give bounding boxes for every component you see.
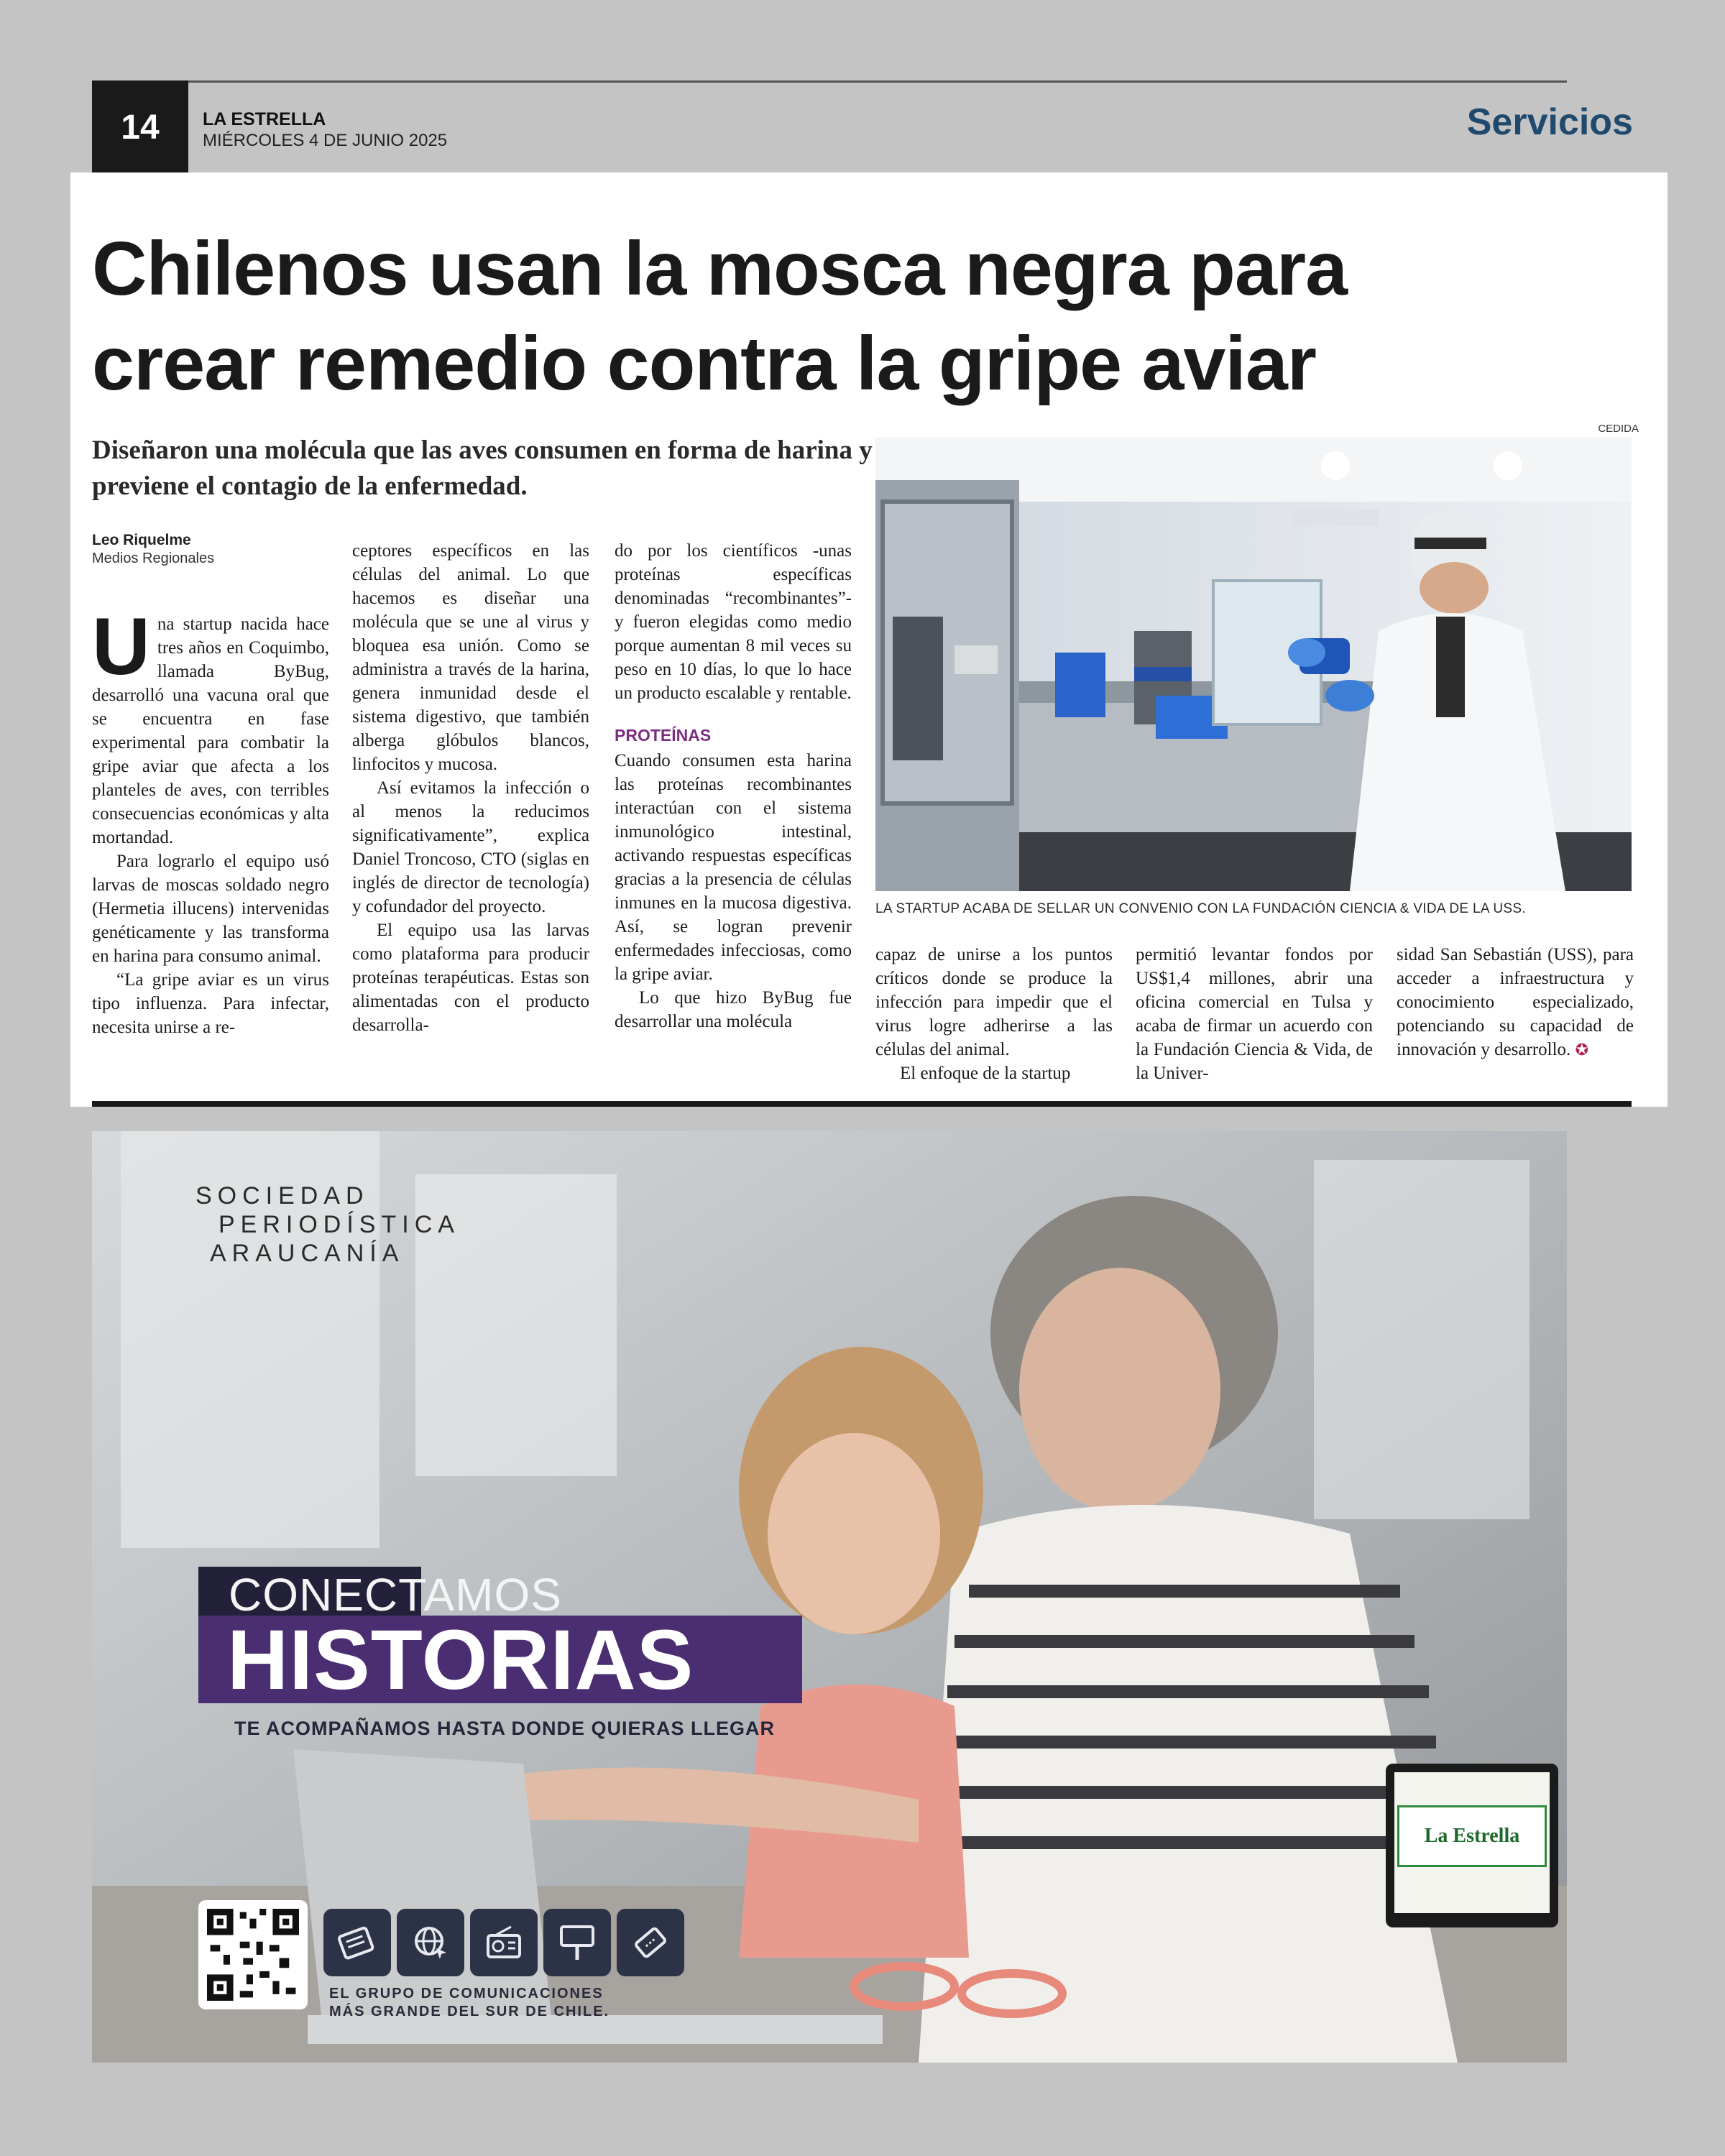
paragraph: na startup nacida hace tres años en Coquimbo, llamada ByBug, desarrolló una vacuna oral que se encuentra en fase experimental para combatir la gripe aviar que afecta a los planteles de aves, con terribles consecuencias económicas y alta mortandad. <box>92 614 329 847</box>
paragraph: Para lograrlo el equipo usó larvas de moscas soldado negro (Hermetia illucens) intervenidas genéticamente y las transforma en harina para consumo animal. <box>92 852 329 966</box>
lab-scene-image <box>875 437 1632 891</box>
paragraph: Cuando consumen esta harina las proteínas recombinantes interactúan con el sistema inmunológico intestinal, activando respuestas específicas gracias a la presencia de células inmunes en la mucosa digestiva. Así, se logran prevenir enfermedades infecciosas, como la gripe aviar. <box>615 751 852 984</box>
top-rule <box>92 80 1567 83</box>
headline-line-1: Chilenos usan la mosca negra para <box>92 226 1348 311</box>
ticket-icon <box>617 1909 684 1976</box>
qr-code-icon[interactable] <box>198 1900 308 2009</box>
subhead: PROTEÍNAS <box>615 726 712 745</box>
group-line-2: MÁS GRANDE DEL SUR DE CHILE. <box>329 2004 610 2019</box>
headline-line-2: crear remedio contra la gripe aviar <box>92 321 1317 406</box>
paragraph: ceptores específicos en las células del animal. Lo que hacemos es diseñar una molécula que se une al virus y bloquea esa unión. Como se administra a través de la harina, genera inmunidad desde el sistema digestivo, que también alberga glóbulos blancos, linfocitos y mucosa. <box>352 541 589 774</box>
paragraph: Lo que hizo ByBug fue desarrollar una molécula <box>615 988 852 1031</box>
paragraph: El enfoque de la startup <box>900 1064 1071 1083</box>
billboard-icon <box>543 1909 611 1976</box>
photo-caption: LA STARTUP ACABA DE SELLAR UN CONVENIO CON LA FUNDACIÓN CIENCIA & VIDA DE LA USS. <box>875 901 1526 916</box>
author-org: Medios Regionales <box>92 550 215 566</box>
headline <box>92 221 1601 411</box>
paragraph: permitió levantar fondos por US$1,4 millones, abrir una oficina comercial en Tulsa y acaba de firmar un acuerdo con la Fundación Ciencia & Vida, de la Univer- <box>1136 945 1373 1083</box>
byline <box>92 532 329 567</box>
paragraph: Así evitamos la infección o al menos la reducimos significativamente”, explica Daniel Troncoso, CTO (siglas en inglés de director de tecnología) y cofundador del proyecto. <box>352 778 589 916</box>
author-name: Leo Riquelme <box>92 532 191 548</box>
article-column-6 <box>1397 943 1634 1061</box>
la-estrella-logo <box>1397 1805 1547 1867</box>
logo-line-1: SOCIEDAD <box>196 1182 369 1210</box>
photo-credit: CEDIDA <box>1598 423 1639 435</box>
paragraph: “La gripe aviar es un virus tipo influenza. Para infectar, necesita unirse a re- <box>92 970 329 1037</box>
logo-line-3: ARAUCANÍA <box>210 1240 405 1267</box>
paragraph <box>1397 943 1634 1061</box>
article-photo <box>875 437 1632 891</box>
publication-date: MIÉRCOLES 4 DE JUNIO 2025 <box>203 131 448 150</box>
group-line-1: EL GRUPO DE COMUNICACIONES <box>329 1986 604 2001</box>
advertisement <box>92 1131 1567 2063</box>
slogan-line-2: HISTORIAS <box>227 1613 694 1708</box>
slogan-line-1: CONECTAMOS <box>229 1569 562 1621</box>
article-column-3 <box>615 539 852 1033</box>
article-column-5 <box>1136 943 1373 1085</box>
ad-tagline: TE ACOMPAÑAMOS HASTA DONDE QUIERAS LLEGAR <box>234 1718 776 1739</box>
article <box>70 172 1668 1107</box>
paragraph: El equipo usa las larvas como plataforma para producir proteínas terapéuticas. Estas son alimentadas con el producto desarrolla- <box>352 921 589 1035</box>
publication-name: LA ESTRELLA <box>203 109 326 129</box>
article-column-2 <box>352 539 589 1037</box>
newspaper-icon <box>323 1909 391 1976</box>
radio-icon <box>470 1909 538 1976</box>
article-deck: Diseñaron una molécula que las aves consumen en forma de harina y previene el contagio de la enfermedad. <box>92 436 873 501</box>
la-estrella-logo-text: La Estrella <box>1424 1825 1520 1847</box>
paragraph-text: sidad San Sebastián (USS), para acceder a infraestructura y conocimiento especializado, potenciando su capacidad de innovación y desarrollo. <box>1397 945 1634 1059</box>
drop-cap: U <box>92 602 150 691</box>
article-bottom-rule <box>92 1101 1632 1107</box>
sociedad-periodistica-logo <box>196 1181 460 1268</box>
page-number: 14 <box>92 80 188 174</box>
article-column-1 <box>92 602 329 1039</box>
section-title: Servicios <box>1466 101 1633 143</box>
paragraph: capaz de unirse a los puntos críticos donde se produce la infección para impedir que el virus logre adherirse a las células del animal. <box>875 945 1113 1059</box>
article-column-4 <box>875 943 1113 1085</box>
end-mark-icon: ✪ <box>1575 1041 1588 1059</box>
paragraph: do por los científicos -unas proteínas específicas denominadas “recombinantes”- y fueron elegidas como medio porque aumentan 8 mil veces su peso en 10 días, lo que lo hace un producto escalable y rentable. <box>615 541 852 703</box>
web-cursor-icon <box>397 1909 464 1976</box>
logo-line-2: PERIODÍSTICA <box>218 1211 460 1238</box>
group-tagline <box>329 1985 610 2021</box>
